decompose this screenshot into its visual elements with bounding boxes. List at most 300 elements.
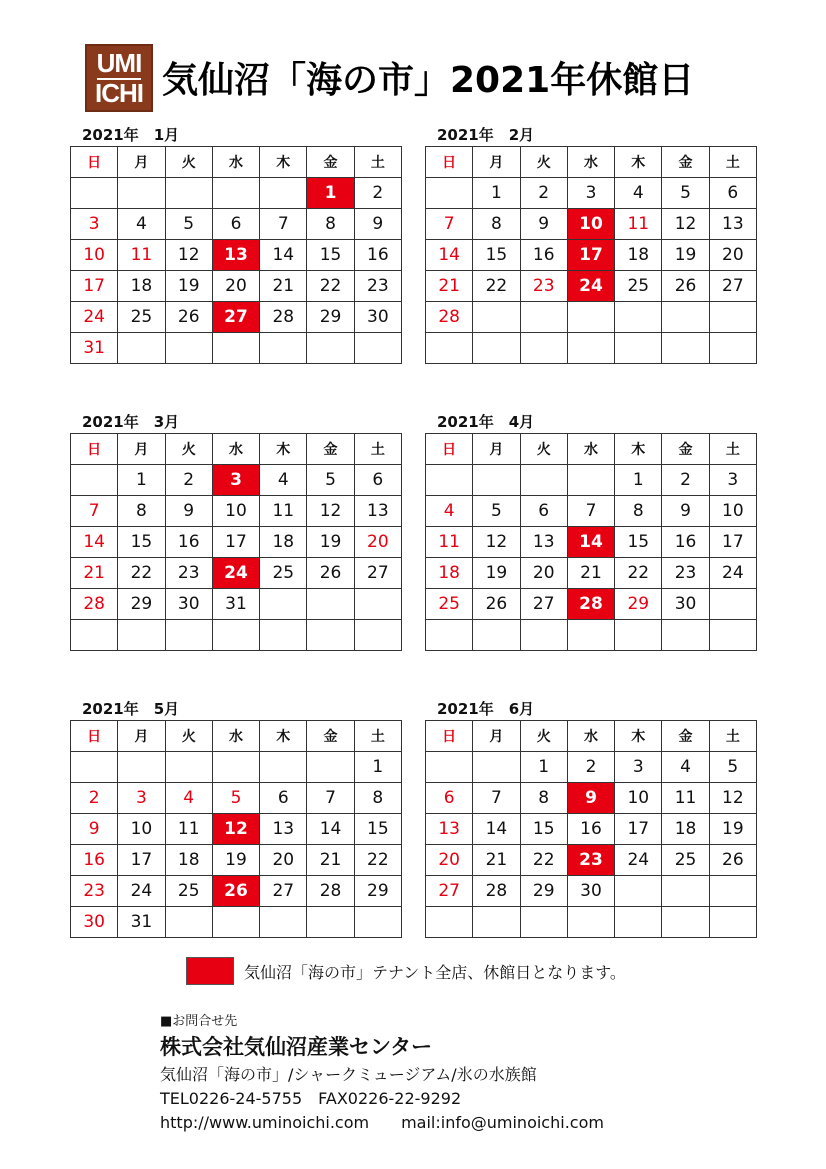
day-cell: 13 (709, 209, 756, 240)
week-row (426, 271, 757, 302)
weekday-header: 木 (615, 721, 662, 752)
day-cell: 11 (615, 209, 662, 240)
day-cell: 16 (354, 240, 401, 271)
weekday-header: 火 (165, 147, 212, 178)
contact-info (160, 1010, 604, 1133)
day-cell: 3 (709, 465, 756, 496)
week-row (426, 209, 757, 240)
week-row (71, 752, 402, 783)
day-cell (165, 752, 212, 783)
month-calendar (70, 411, 402, 651)
day-cell: 17 (709, 527, 756, 558)
day-cell (118, 333, 165, 364)
day-cell: 13 (212, 240, 259, 271)
day-cell (426, 620, 473, 651)
day-cell: 20 (354, 527, 401, 558)
day-cell: 12 (473, 527, 520, 558)
day-cell: 30 (71, 907, 118, 938)
day-cell: 5 (307, 465, 354, 496)
week-row (426, 558, 757, 589)
day-cell (615, 907, 662, 938)
day-cell: 26 (212, 876, 259, 907)
weekday-header: 金 (307, 721, 354, 752)
day-cell: 21 (71, 558, 118, 589)
day-cell: 28 (426, 302, 473, 333)
week-row (426, 845, 757, 876)
weekday-header: 水 (212, 147, 259, 178)
day-cell: 17 (615, 814, 662, 845)
weekday-header: 火 (165, 721, 212, 752)
day-cell: 24 (118, 876, 165, 907)
day-cell (709, 333, 756, 364)
day-cell: 26 (165, 302, 212, 333)
day-cell (212, 333, 259, 364)
day-cell: 1 (118, 465, 165, 496)
week-row (426, 589, 757, 620)
day-cell: 8 (520, 783, 567, 814)
day-cell: 4 (426, 496, 473, 527)
day-cell: 17 (212, 527, 259, 558)
weekday-header: 火 (520, 147, 567, 178)
week-row (426, 465, 757, 496)
day-cell (212, 178, 259, 209)
day-cell: 15 (615, 527, 662, 558)
web-mail-line: http://www.uminoichi.com mail:info@uminoichi.com (160, 1113, 604, 1132)
day-cell: 12 (307, 496, 354, 527)
day-cell: 25 (615, 271, 662, 302)
day-cell: 25 (426, 589, 473, 620)
day-cell: 17 (567, 240, 614, 271)
day-cell: 30 (567, 876, 614, 907)
day-cell: 3 (71, 209, 118, 240)
weekday-header: 金 (307, 434, 354, 465)
day-cell: 19 (307, 527, 354, 558)
day-cell: 16 (165, 527, 212, 558)
day-cell: 10 (615, 783, 662, 814)
day-cell: 20 (520, 558, 567, 589)
day-cell (307, 620, 354, 651)
week-row (426, 620, 757, 651)
weekday-header: 月 (118, 434, 165, 465)
day-cell: 6 (520, 496, 567, 527)
legend-text: 気仙沼「海の市」テナント全店、休館日となります。 (244, 962, 626, 982)
weekday-header: 日 (426, 434, 473, 465)
weekday-header: 木 (615, 434, 662, 465)
day-cell (71, 178, 118, 209)
day-cell: 5 (165, 209, 212, 240)
day-cell: 18 (662, 814, 709, 845)
month-table (70, 146, 402, 364)
weekday-header: 土 (354, 434, 401, 465)
day-cell (118, 752, 165, 783)
day-cell (473, 620, 520, 651)
day-cell: 15 (307, 240, 354, 271)
day-cell: 30 (662, 589, 709, 620)
weekday-header: 金 (662, 434, 709, 465)
day-cell: 1 (615, 465, 662, 496)
day-cell: 7 (473, 783, 520, 814)
day-cell (260, 178, 307, 209)
day-cell: 9 (520, 209, 567, 240)
week-row (426, 907, 757, 938)
day-cell: 9 (662, 496, 709, 527)
day-cell: 21 (567, 558, 614, 589)
day-cell (520, 907, 567, 938)
day-cell (165, 907, 212, 938)
day-cell (709, 302, 756, 333)
day-cell: 16 (567, 814, 614, 845)
weekday-header: 火 (520, 721, 567, 752)
day-cell: 21 (260, 271, 307, 302)
day-cell: 18 (260, 527, 307, 558)
day-cell: 2 (662, 465, 709, 496)
day-cell: 3 (615, 752, 662, 783)
day-cell: 18 (165, 845, 212, 876)
day-cell (615, 620, 662, 651)
day-cell: 22 (307, 271, 354, 302)
day-cell (426, 465, 473, 496)
contact-heading: ■お問合せ先 (160, 1014, 238, 1029)
month-table (425, 433, 757, 651)
day-cell: 11 (426, 527, 473, 558)
day-cell: 11 (165, 814, 212, 845)
day-cell: 27 (709, 271, 756, 302)
day-cell (354, 589, 401, 620)
day-cell: 13 (426, 814, 473, 845)
day-cell: 23 (354, 271, 401, 302)
day-cell (260, 752, 307, 783)
day-cell: 8 (473, 209, 520, 240)
day-cell (118, 620, 165, 651)
weekday-header: 水 (212, 434, 259, 465)
day-cell: 2 (354, 178, 401, 209)
weekday-header: 金 (662, 147, 709, 178)
day-cell (520, 302, 567, 333)
day-cell (520, 620, 567, 651)
day-cell (118, 178, 165, 209)
day-cell (165, 333, 212, 364)
week-row (426, 240, 757, 271)
weekday-header: 月 (473, 434, 520, 465)
day-cell (567, 465, 614, 496)
day-cell (426, 178, 473, 209)
tel-fax-line: TEL0226-24-5755 FAX0226-22-9292 (160, 1089, 462, 1108)
day-cell (71, 620, 118, 651)
day-cell: 6 (354, 465, 401, 496)
day-cell: 3 (118, 783, 165, 814)
day-cell: 8 (615, 496, 662, 527)
weekday-header: 木 (260, 721, 307, 752)
day-cell: 19 (473, 558, 520, 589)
weekday-header: 月 (473, 721, 520, 752)
day-cell: 15 (520, 814, 567, 845)
month-label: 2021年 5月 (82, 700, 180, 718)
weekday-header: 水 (567, 721, 614, 752)
day-cell (473, 302, 520, 333)
day-cell: 9 (354, 209, 401, 240)
day-cell (662, 620, 709, 651)
day-cell (307, 333, 354, 364)
day-cell: 16 (520, 240, 567, 271)
day-cell (662, 302, 709, 333)
day-cell: 24 (615, 845, 662, 876)
day-cell (165, 178, 212, 209)
month-label: 2021年 2月 (437, 126, 535, 144)
day-cell: 3 (212, 465, 259, 496)
week-row (71, 845, 402, 876)
week-row (426, 752, 757, 783)
day-cell: 18 (118, 271, 165, 302)
weekday-header: 日 (426, 147, 473, 178)
day-cell: 6 (426, 783, 473, 814)
day-cell (426, 752, 473, 783)
week-row (71, 907, 402, 938)
day-cell (354, 620, 401, 651)
day-cell: 23 (567, 845, 614, 876)
umichi-logo (85, 44, 153, 112)
week-row (71, 620, 402, 651)
day-cell: 14 (567, 527, 614, 558)
month-calendar (425, 698, 757, 938)
day-cell: 4 (118, 209, 165, 240)
week-row (71, 527, 402, 558)
weekday-header-row (426, 147, 757, 178)
logo-line1: UMI (96, 47, 142, 78)
day-cell: 23 (165, 558, 212, 589)
month-label: 2021年 1月 (82, 126, 180, 144)
month-calendar (425, 411, 757, 651)
day-cell: 17 (118, 845, 165, 876)
weekday-header: 日 (71, 434, 118, 465)
day-cell (165, 620, 212, 651)
day-cell (354, 907, 401, 938)
weekday-header: 土 (354, 721, 401, 752)
day-cell: 5 (212, 783, 259, 814)
company-name: 株式会社気仙沼産業センター (160, 1035, 433, 1059)
day-cell: 8 (307, 209, 354, 240)
day-cell (307, 752, 354, 783)
day-cell: 11 (260, 496, 307, 527)
day-cell: 24 (71, 302, 118, 333)
day-cell: 26 (709, 845, 756, 876)
day-cell: 21 (473, 845, 520, 876)
day-cell: 19 (165, 271, 212, 302)
week-row (71, 465, 402, 496)
week-row (71, 876, 402, 907)
week-row (71, 589, 402, 620)
day-cell (615, 876, 662, 907)
weekday-header: 月 (118, 147, 165, 178)
day-cell: 21 (426, 271, 473, 302)
day-cell: 28 (71, 589, 118, 620)
weekday-header: 木 (260, 147, 307, 178)
day-cell (260, 620, 307, 651)
day-cell: 6 (260, 783, 307, 814)
legend (186, 957, 626, 985)
week-row (71, 209, 402, 240)
day-cell (473, 907, 520, 938)
day-cell: 2 (165, 465, 212, 496)
week-row (426, 876, 757, 907)
day-cell: 29 (354, 876, 401, 907)
day-cell: 11 (662, 783, 709, 814)
day-cell (615, 302, 662, 333)
day-cell: 1 (307, 178, 354, 209)
day-cell: 19 (662, 240, 709, 271)
facilities-line: 気仙沼「海の市」/シャークミュージアム/氷の水族館 (160, 1065, 537, 1084)
day-cell: 4 (662, 752, 709, 783)
weekday-header: 日 (71, 721, 118, 752)
legend-closed-swatch (186, 957, 234, 985)
day-cell: 20 (260, 845, 307, 876)
week-row (71, 783, 402, 814)
day-cell (567, 620, 614, 651)
month-label: 2021年 3月 (82, 413, 180, 431)
day-cell: 30 (165, 589, 212, 620)
day-cell (567, 907, 614, 938)
day-cell: 28 (473, 876, 520, 907)
day-cell (212, 752, 259, 783)
week-row (71, 240, 402, 271)
day-cell (615, 333, 662, 364)
day-cell: 1 (520, 752, 567, 783)
day-cell: 23 (71, 876, 118, 907)
week-row (71, 814, 402, 845)
day-cell: 27 (354, 558, 401, 589)
weekday-header: 土 (709, 434, 756, 465)
month-calendar (70, 698, 402, 938)
day-cell: 2 (567, 752, 614, 783)
day-cell (71, 465, 118, 496)
weekday-header: 木 (615, 147, 662, 178)
weekday-header: 土 (709, 147, 756, 178)
day-cell: 29 (118, 589, 165, 620)
month-calendar (70, 124, 402, 364)
day-cell: 28 (307, 876, 354, 907)
day-cell: 13 (260, 814, 307, 845)
day-cell: 7 (71, 496, 118, 527)
weekday-header: 木 (260, 434, 307, 465)
day-cell: 20 (426, 845, 473, 876)
day-cell: 5 (662, 178, 709, 209)
day-cell: 11 (118, 240, 165, 271)
day-cell (307, 589, 354, 620)
day-cell (473, 465, 520, 496)
day-cell: 20 (212, 271, 259, 302)
day-cell: 24 (212, 558, 259, 589)
day-cell: 22 (520, 845, 567, 876)
day-cell: 31 (118, 907, 165, 938)
week-row (426, 814, 757, 845)
day-cell: 26 (473, 589, 520, 620)
day-cell: 27 (426, 876, 473, 907)
day-cell: 28 (567, 589, 614, 620)
weekday-header: 火 (165, 434, 212, 465)
day-cell: 5 (709, 752, 756, 783)
day-cell (709, 907, 756, 938)
day-cell: 9 (165, 496, 212, 527)
day-cell (662, 907, 709, 938)
week-row (71, 558, 402, 589)
day-cell: 31 (71, 333, 118, 364)
day-cell: 18 (426, 558, 473, 589)
day-cell: 22 (354, 845, 401, 876)
page-title: 気仙沼「海の市」2021年休館日 (162, 60, 695, 101)
day-cell (520, 465, 567, 496)
day-cell: 27 (260, 876, 307, 907)
month-label: 2021年 4月 (437, 413, 535, 431)
day-cell: 6 (709, 178, 756, 209)
day-cell: 15 (118, 527, 165, 558)
weekday-header-row (71, 434, 402, 465)
day-cell: 24 (567, 271, 614, 302)
day-cell: 7 (567, 496, 614, 527)
day-cell: 25 (118, 302, 165, 333)
week-row (71, 271, 402, 302)
month-table (70, 720, 402, 938)
day-cell: 30 (354, 302, 401, 333)
day-cell: 14 (473, 814, 520, 845)
day-cell (426, 907, 473, 938)
day-cell: 13 (354, 496, 401, 527)
day-cell: 25 (662, 845, 709, 876)
day-cell: 23 (662, 558, 709, 589)
weekday-header-row (71, 721, 402, 752)
day-cell (473, 752, 520, 783)
day-cell (260, 589, 307, 620)
day-cell (662, 876, 709, 907)
logo-line2: ICHI (95, 77, 143, 108)
day-cell: 12 (165, 240, 212, 271)
weekday-header: 金 (662, 721, 709, 752)
weekday-header: 土 (709, 721, 756, 752)
weekday-header: 水 (567, 434, 614, 465)
day-cell: 8 (118, 496, 165, 527)
day-cell: 4 (165, 783, 212, 814)
day-cell: 7 (260, 209, 307, 240)
day-cell: 3 (567, 178, 614, 209)
weekday-header: 月 (118, 721, 165, 752)
weekday-header-row (426, 721, 757, 752)
day-cell: 10 (709, 496, 756, 527)
day-cell: 8 (354, 783, 401, 814)
day-cell: 16 (71, 845, 118, 876)
day-cell: 9 (567, 783, 614, 814)
weekday-header: 日 (71, 147, 118, 178)
day-cell (709, 876, 756, 907)
day-cell: 27 (212, 302, 259, 333)
week-row (71, 178, 402, 209)
day-cell: 7 (426, 209, 473, 240)
day-cell: 9 (71, 814, 118, 845)
weekday-header: 土 (354, 147, 401, 178)
day-cell: 19 (709, 814, 756, 845)
week-row (426, 527, 757, 558)
day-cell: 1 (354, 752, 401, 783)
day-cell (662, 333, 709, 364)
day-cell: 31 (212, 589, 259, 620)
day-cell: 14 (71, 527, 118, 558)
day-cell: 29 (307, 302, 354, 333)
day-cell: 29 (615, 589, 662, 620)
day-cell (212, 907, 259, 938)
day-cell: 12 (662, 209, 709, 240)
day-cell: 6 (212, 209, 259, 240)
day-cell: 14 (307, 814, 354, 845)
day-cell: 10 (118, 814, 165, 845)
weekday-header: 月 (473, 147, 520, 178)
week-row (71, 302, 402, 333)
